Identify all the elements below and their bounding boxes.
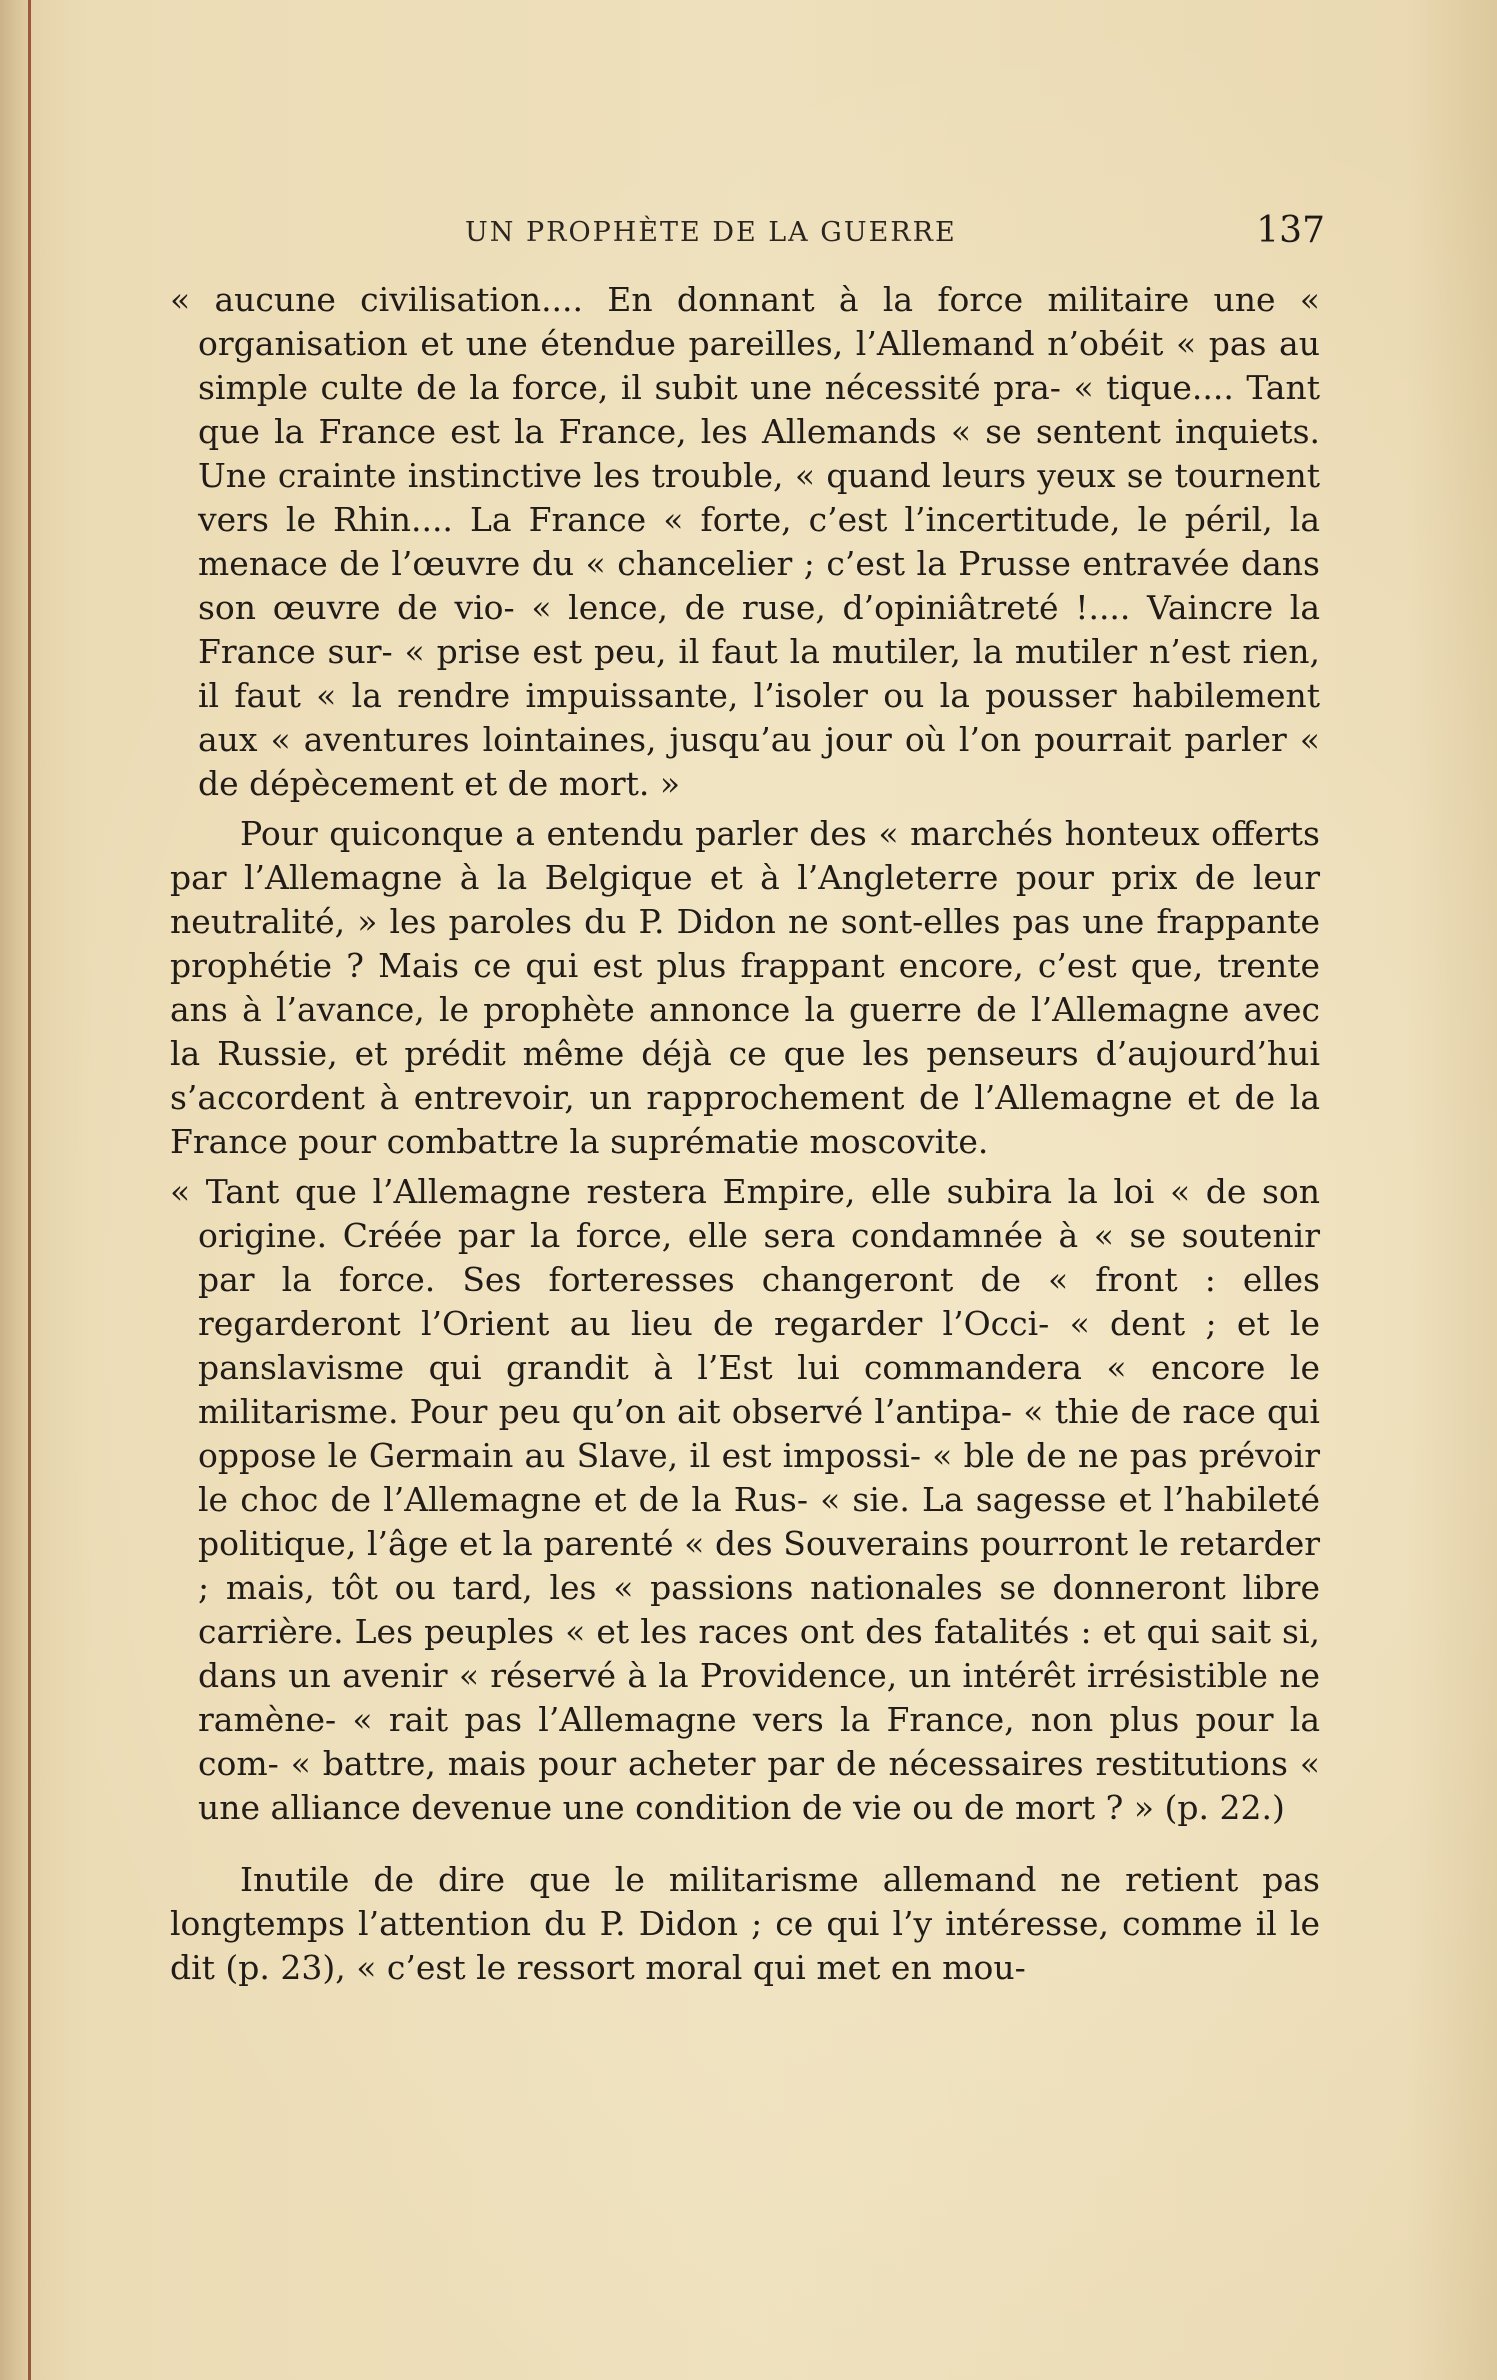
- paragraph-quote-1: « aucune civilisation.... En donnant à la force militaire une « organisation et une étendue pareilles, l’Allemand n’obéit « pas au simple culte de la force, il subit une nécessité pra- « tique.... Tant que la France est la France, les Allemands « se sentent inquiets. Une crainte instinctive les trouble, « quand leurs yeux se tournent vers le Rhin.... La France « forte, c’est l’incertitude, le péril, la menace de l’œuvre du « chancelier ; c’est la Prusse entravée dans son œuvre de vio- « lence, de ruse, d’opiniâtreté !.... Vaincre la France sur- « prise est peu, il faut la mutiler, la mutiler n’est rien, il faut « la rendre impuissante, l’isoler ou la pousser habilement aux « aventures lointaines, jusqu’au jour où l’on pourrait parler « de dépècement et de mort. »: [170, 280, 1320, 803]
- body-text: [170, 278, 1320, 1990]
- running-head: UN PROPHÈTE DE LA GUERRE: [465, 217, 957, 248]
- paragraph-quote-3: « Tant que l’Allemagne restera Empire, elle subira la loi « de son origine. Créée par la force, elle sera condamnée à « se soutenir par la force. Ses forteresses changeront de « front : elles regarderont l’Orient au lieu de regarder l’Occi- « dent ; et le panslavisme qui grandit à l’Est lui commandera « encore le militarisme. Pour peu qu’on ait observé l’antipa- « thie de race qui oppose le Germain au Slave, il est impossi- « ble de ne pas prévoir le choc de l’Allemagne et de la Rus- « sie. La sagesse et l’habileté politique, l’âge et la parenté « des Souverains pourront le retarder ; mais, tôt ou tard, les « passions nationales se donneront libre carrière. Les peuples « et les races ont des fatalités : et qui sait si, dans un avenir « réservé à la Providence, un intérêt irrésistible ne ramène- « rait pas l’Allemagne vers la France, non plus pour la com- « battre, mais pour acheter par de nécessaires restitutions « une alliance devenue une condition de vie ou de mort ? » (p. 22.): [170, 1172, 1320, 1827]
- paragraph-4: Inutile de dire que le militarisme allemand ne retient pas longtemps l’attention du P. Didon ; ce qui l’y intéresse, comme il le dit (p. 23), « c’est le ressort moral qui met en mou-: [170, 1860, 1320, 1987]
- page-header: [175, 205, 1325, 265]
- paragraph-2: Pour quiconque a entendu parler des « marchés honteux offerts par l’Allemagne à la Belgique et à l’Angleterre pour prix de leur neutralité, » les paroles du P. Didon ne sont-elles pas une frappante prophétie ? Mais ce qui est plus frappant encore, c’est que, trente ans à l’avance, le prophète annonce la guerre de l’Allemagne avec la Russie, et prédit même déjà ce que les penseurs d’aujourd’hui s’accordent à entrevoir, un rapprochement de l’Allemagne et de la France pour combattre la suprématie moscovite.: [170, 814, 1320, 1161]
- page-number: 137: [1256, 210, 1325, 251]
- paragraph-gap: [170, 1830, 1320, 1858]
- binding-edge: [28, 0, 31, 2380]
